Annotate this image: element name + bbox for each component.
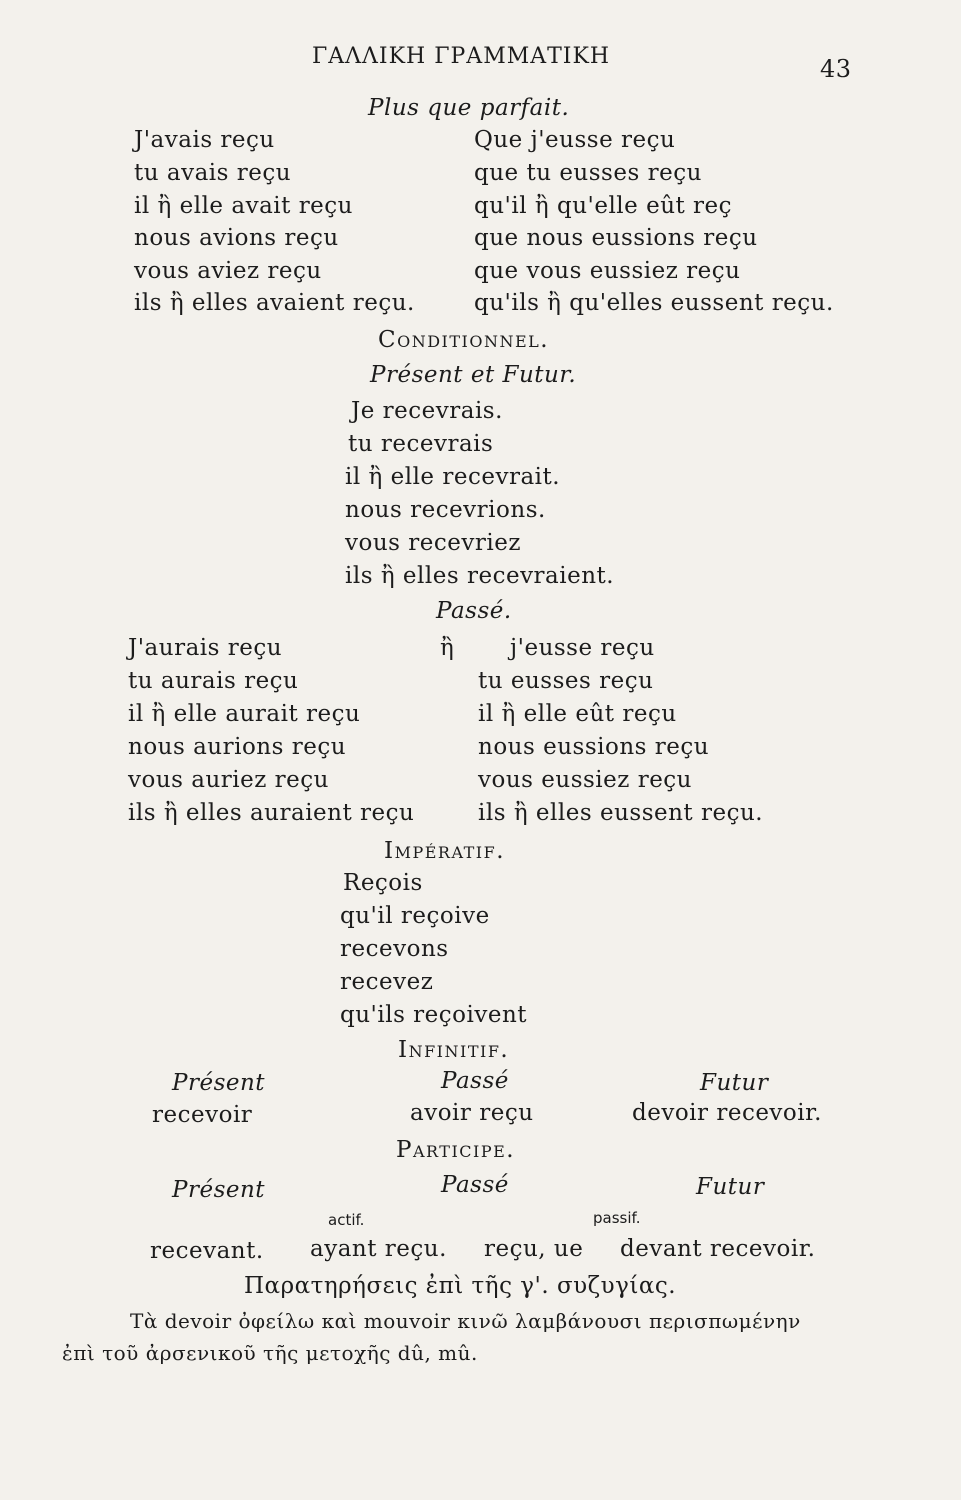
infinitif-present-label: Présent [172,1070,266,1096]
participe-futur-label: Futur [696,1174,765,1200]
participe-passe-label: Passé [441,1172,509,1198]
conjugation-line: recevez [340,969,434,995]
conjugation-line: qu'ils ἢ qu'elles eussent reçu. [474,290,834,316]
page-number: 43 [820,55,852,83]
conjugation-line: nous eussions reçu [478,734,710,760]
participe-futur-value: devant recevoir. [620,1236,816,1262]
participe-actif-label: actif. [328,1211,365,1229]
participe-actif-value: ayant reçu. [310,1236,447,1262]
subsection-heading-present-futur: Présent et Futur. [370,362,577,388]
conjugation-line: Que j'eusse reçu [474,127,676,153]
conjugation-line: vous auriez reçu [128,767,329,793]
conjugation-line: j'eusse reçu [510,635,655,661]
notes-line: Τὰ devoir ὀφείλω καὶ mouvoir κινῶ λαμβάνουσι περισπωμένην [130,1309,801,1333]
conjugation-line: nous recevrions. [345,497,546,523]
conjugation-line: il ἢ elle aurait reçu [128,701,361,727]
conjugation-line: ils ἢ elles recevraient. [345,563,615,589]
conjugation-line: ils ἢ elles auraient reçu [128,800,415,826]
conjugation-line: tu avais reçu [134,160,292,186]
conjugation-line: il ἢ elle avait reçu [134,193,353,219]
conjugation-line: vous eussiez reçu [478,767,692,793]
conjugation-line: tu aurais reçu [128,668,299,694]
participe-present-value: recevant. [150,1238,264,1264]
section-heading-participe: Participe. [396,1137,516,1163]
section-heading-conditionnel: Conditionnel. [378,327,550,353]
conjugation-line: tu recevrais [348,431,494,457]
conjugation-line: que tu eusses reçu [474,160,702,186]
conjugation-line: tu eusses reçu [478,668,654,694]
conjugation-line: il ἢ elle recevrait. [345,464,561,490]
conjugation-line: vous aviez reçu [134,258,322,284]
infinitif-futur-label: Futur [700,1070,769,1096]
conjugation-line: nous aurions reçu [128,734,347,760]
participe-passif-value: reçu, ue [484,1236,584,1262]
conjugation-line: qu'ils reçoivent [340,1002,528,1028]
participe-present-label: Présent [172,1177,266,1203]
section-heading-plus-que-parfait: Plus que parfait. [368,95,570,121]
conjugation-line: qu'il reçoive [340,903,490,929]
infinitif-futur-value: devoir recevoir. [632,1100,822,1126]
conjugation-line: nous avions reçu [134,225,339,251]
conjugation-line: Je recevrais. [351,398,503,424]
infinitif-passe-value: avoir reçu [410,1100,534,1126]
running-title: ΓΑΛΛΙΚΗ ΓΡΑΜΜΑΤΙΚΗ [312,44,611,69]
conjugation-line: vous recevriez [345,530,521,556]
conjugation-line: qu'il ἢ qu'elle eût reç [474,193,733,219]
infinitif-passe-label: Passé [441,1068,509,1094]
notes-line: ἐπὶ τοῦ ἀρσενικοῦ τῆς μετοχῆς dû, mû. [62,1341,478,1365]
subsection-heading-passe: Passé. [436,598,512,624]
participe-passif-label: passif. [593,1209,641,1227]
conjunction-or: ἢ [440,635,455,661]
conjugation-line: ils ἢ elles avaient reçu. [134,290,415,316]
conjugation-line: que vous eussiez reçu [474,258,741,284]
conjugation-line: ils ἢ elles eussent reçu. [478,800,764,826]
conjugation-line: J'avais reçu [134,127,275,153]
conjugation-line: J'aurais reçu [128,635,283,661]
section-heading-imperatif: Impératif. [384,838,506,864]
notes-heading: Παρατηρήσεις ἐπὶ τῆς γ'. συζυγίας. [244,1273,677,1299]
conjugation-line: que nous eussions reçu [474,225,758,251]
section-heading-infinitif: Infinitif. [398,1037,510,1063]
conjugation-line: il ἢ elle eût reçu [478,701,677,727]
infinitif-present-value: recevoir [152,1102,253,1128]
conjugation-line: recevons [340,936,449,962]
conjugation-line: Reçois [343,870,423,896]
